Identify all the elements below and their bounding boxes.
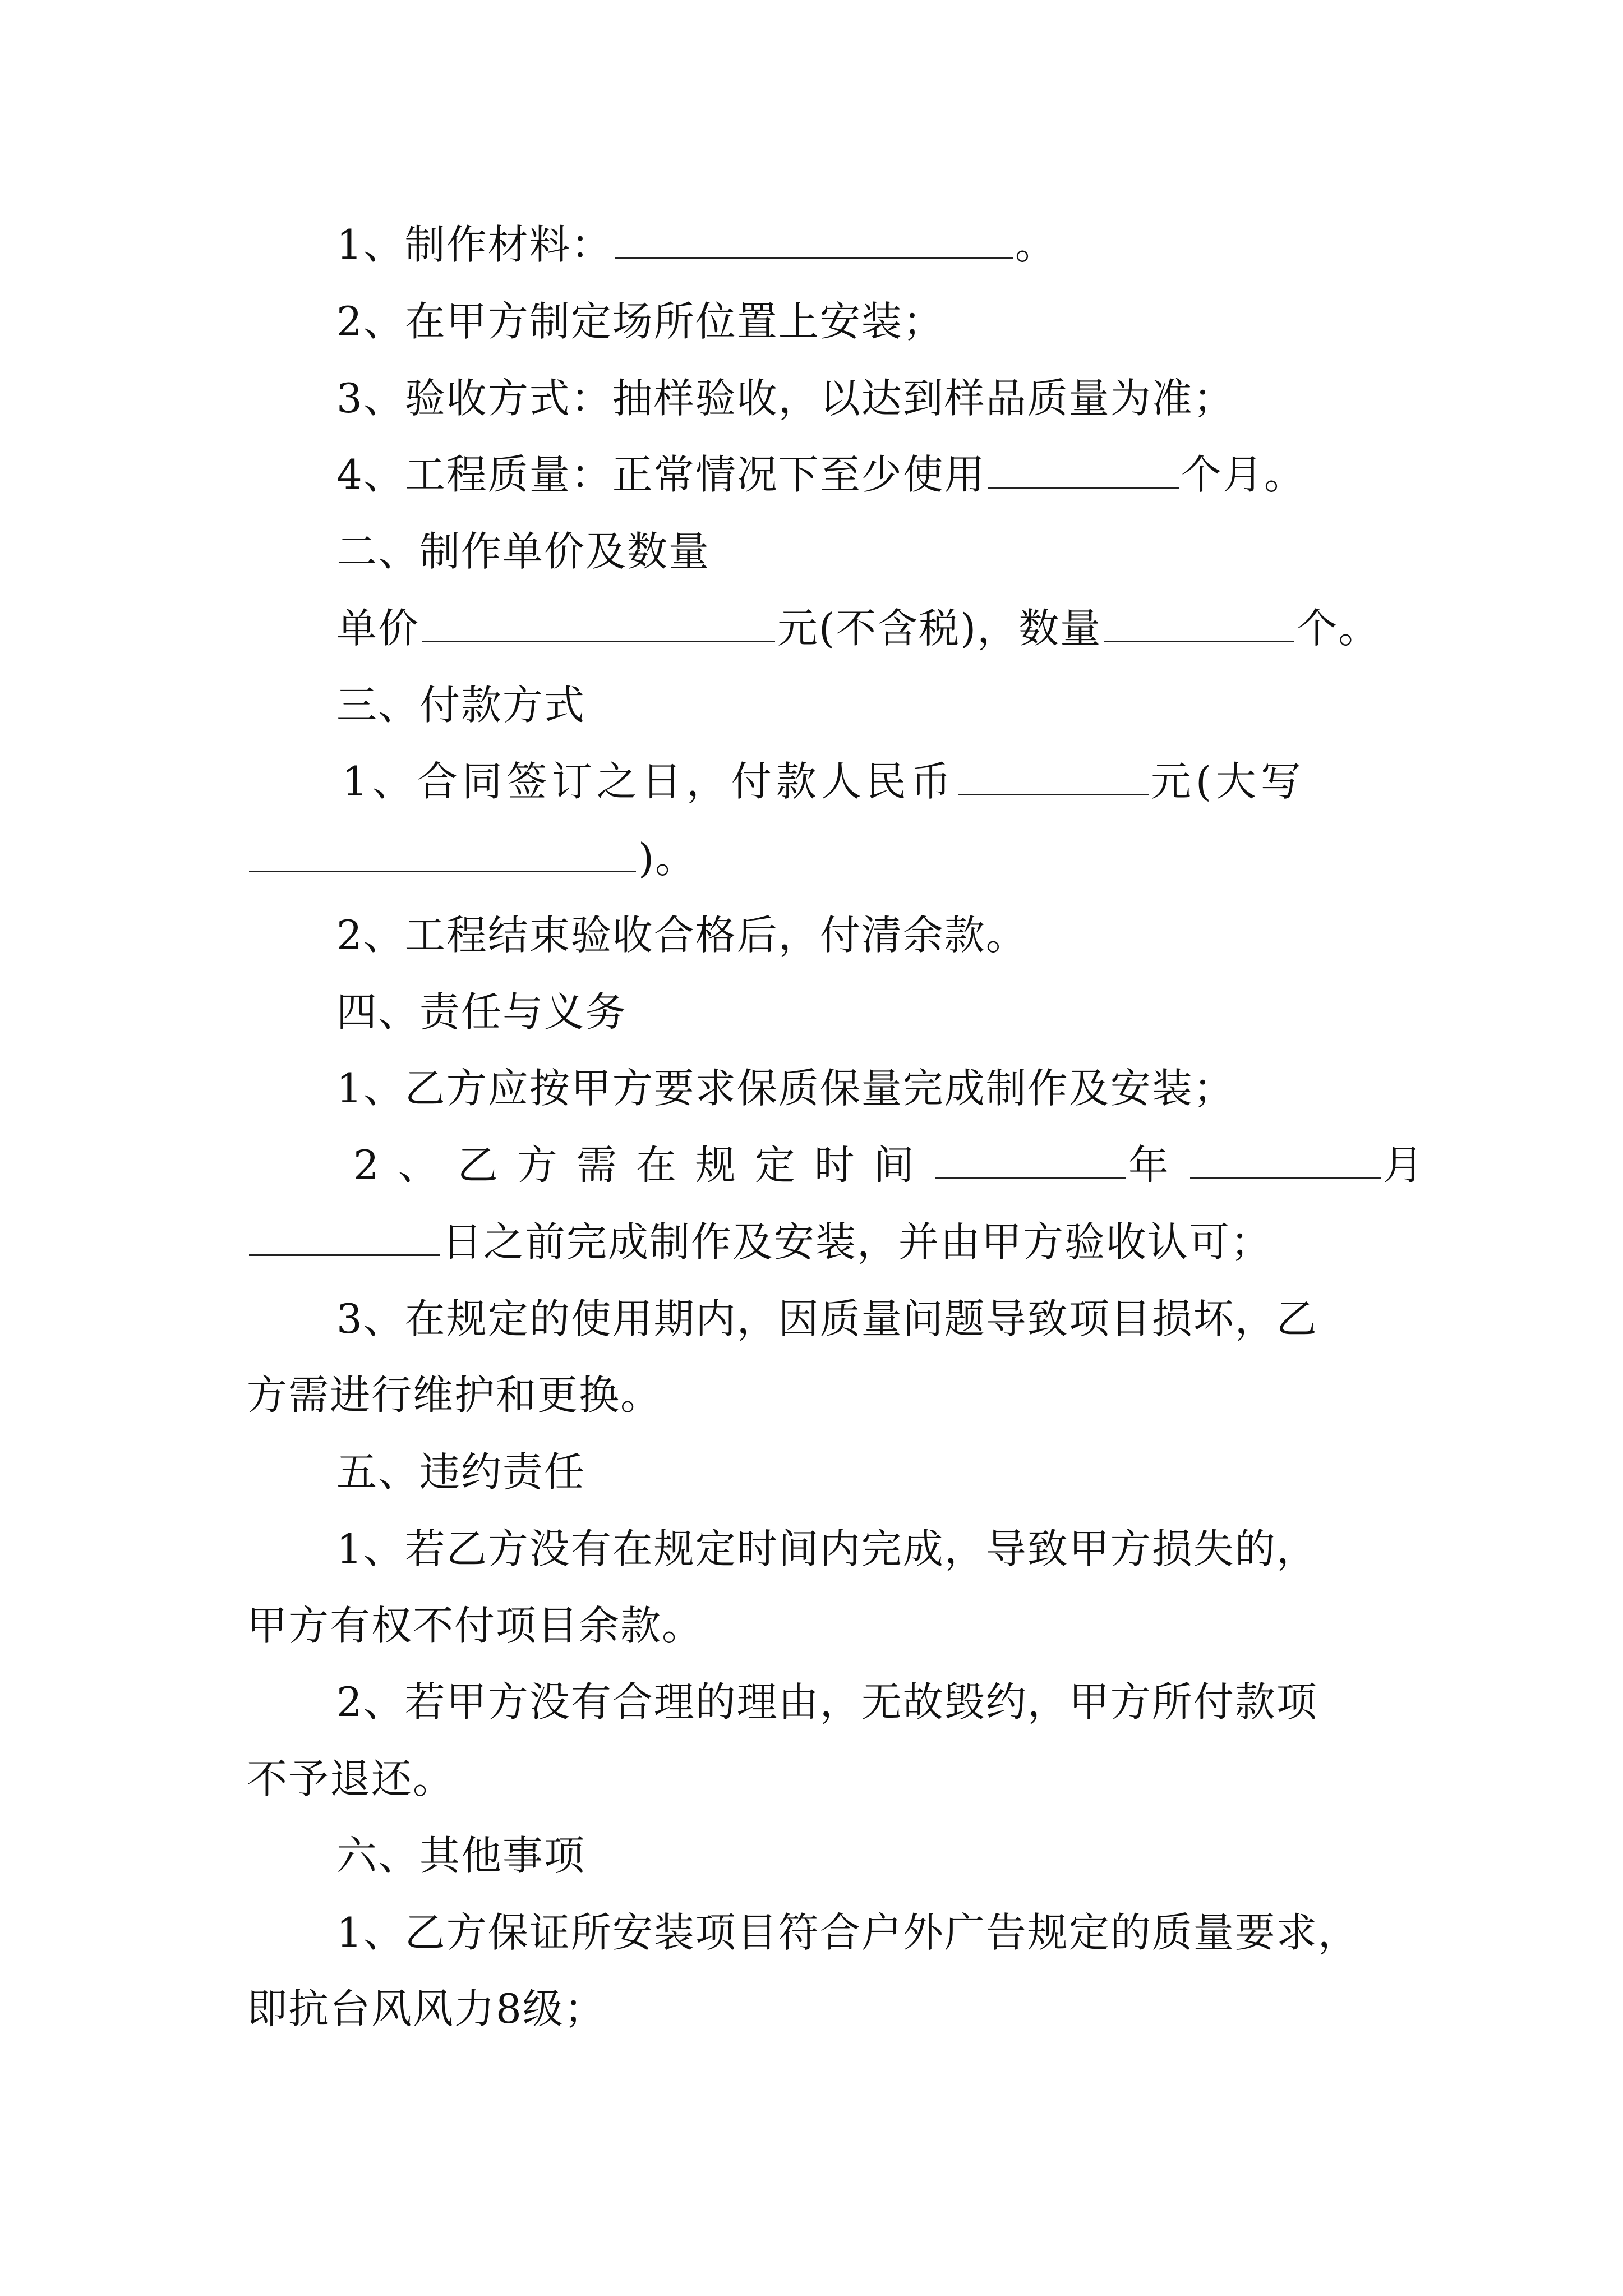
clause-final-payment: 2、工程结束验收合格后，付清余款。 [336, 912, 1027, 959]
section-heading-responsibilities: 四、责任与义务 [336, 988, 628, 1036]
clause-install-location: 2、在甲方制定场所位置上安装； [336, 298, 944, 345]
clause-text: 元(不含税)，数量 [777, 605, 1102, 652]
clause-text: 个。 [1297, 605, 1380, 652]
fill-blank-amount-in-words[interactable] [249, 839, 636, 872]
clause-quality [336, 451, 1306, 498]
clause-text: )。 [638, 835, 697, 882]
section-heading-breach: 五、违约责任 [336, 1448, 586, 1496]
clause-breach-party-b-cont: 甲方有权不付项目余款。 [247, 1602, 704, 1649]
clause-breach-party-a: 2、若甲方没有合理的理由，无故毁约，甲方所付款项 [336, 1678, 1318, 1726]
fill-blank-unit-price[interactable] [422, 609, 775, 642]
fill-blank-year[interactable] [935, 1146, 1126, 1179]
clause-acceptance-method: 3、验收方式：抽样验收，以达到样品质量为准； [336, 375, 1235, 422]
fill-blank-materials[interactable] [615, 226, 1013, 259]
clause-text: 1、合同签订之日，付款人民币 [342, 758, 956, 805]
section-heading-other: 六、其他事项 [336, 1832, 586, 1879]
clause-text: 2、乙方需在规定时间 [353, 1142, 933, 1189]
clause-payment-signing [342, 758, 1306, 805]
clause-unit-price [336, 605, 1380, 652]
fill-blank-day[interactable] [249, 1223, 440, 1256]
clause-maintenance-cont: 方需进行维护和更换。 [247, 1372, 662, 1419]
clause-text: 。 [1015, 221, 1057, 268]
fill-blank-month[interactable] [1190, 1146, 1381, 1179]
clause-text: 日之前完成制作及安装，并由甲方验收认可； [442, 1218, 1272, 1266]
clause-quality-completion: 1、乙方应按甲方要求保质保量完成制作及安装； [336, 1065, 1235, 1112]
clause-text: 月 [1382, 1142, 1442, 1189]
fill-blank-payment-amount[interactable] [958, 762, 1149, 795]
fill-blank-months[interactable] [988, 455, 1179, 489]
clause-materials [336, 221, 1057, 268]
clause-payment-signing-cont [247, 835, 697, 882]
clause-text: 年 [1128, 1142, 1188, 1189]
clause-breach-party-b: 1、若乙方没有在规定时间内完成，导致甲方损失的， [336, 1525, 1318, 1572]
fill-blank-quantity[interactable] [1104, 609, 1294, 642]
clause-text: 个月。 [1181, 451, 1306, 498]
clause-maintenance: 3、在规定的使用期内，因质量问题导致项目损坏，乙 [336, 1295, 1318, 1342]
clause-outdoor-ad-quality-cont: 即抗台风风力8级； [247, 1985, 606, 2032]
clause-text: 4、工程质量：正常情况下至少使用 [336, 451, 986, 498]
section-heading-payment: 三、付款方式 [336, 682, 586, 729]
section-heading-price-quantity: 二、制作单价及数量 [336, 528, 711, 575]
clause-text: 元(大写 [1150, 758, 1306, 805]
clause-deadline [353, 1142, 1442, 1189]
clause-deadline-cont [247, 1218, 1272, 1266]
clause-text: 单价 [336, 605, 420, 652]
clause-outdoor-ad-quality: 1、乙方保证所安装项目符合户外广告规定的质量要求， [336, 1909, 1359, 1956]
clause-text: 1、制作材料： [336, 221, 612, 268]
clause-breach-party-a-cont: 不予退还。 [247, 1755, 455, 1802]
